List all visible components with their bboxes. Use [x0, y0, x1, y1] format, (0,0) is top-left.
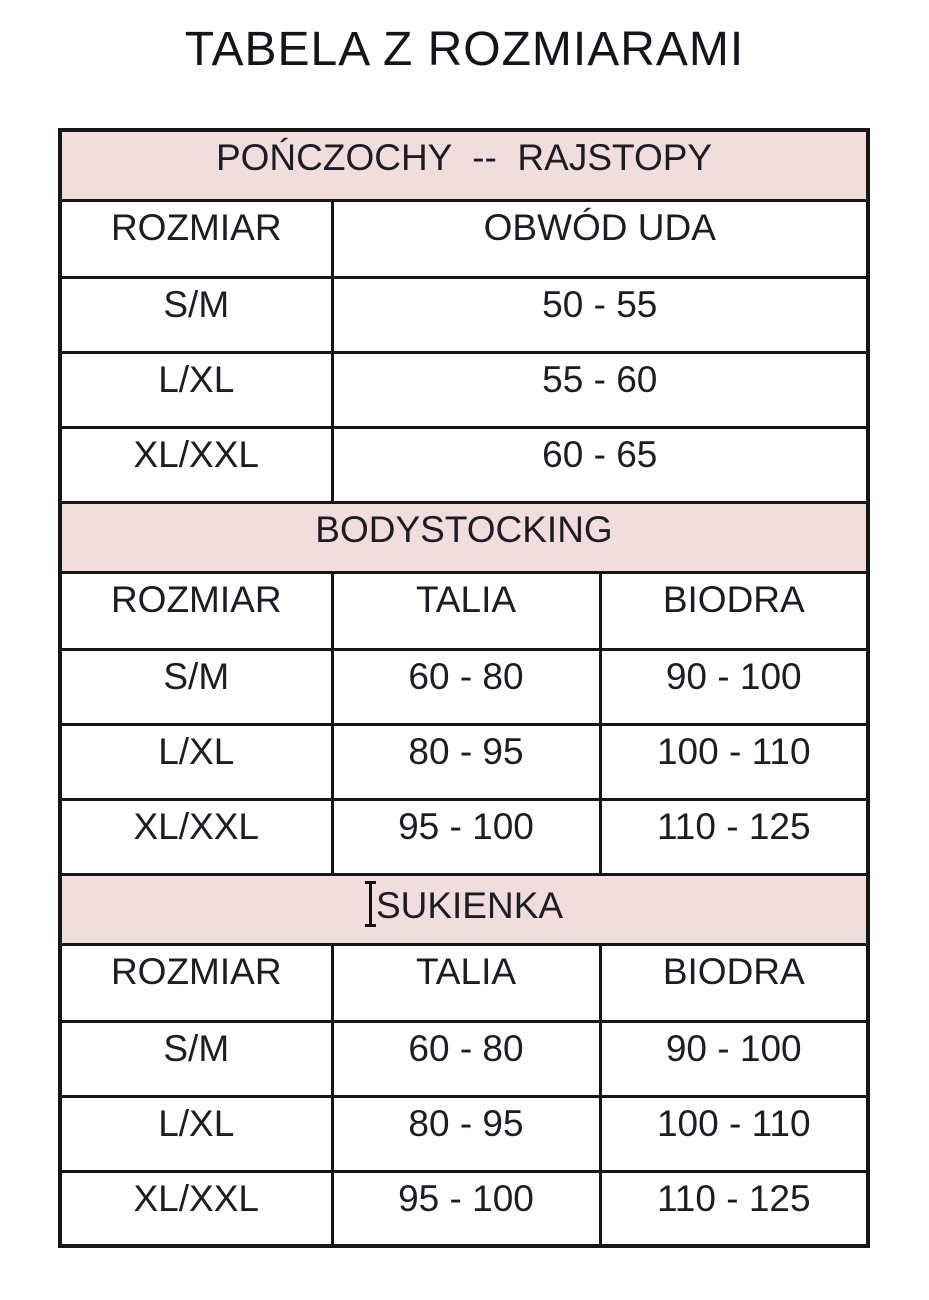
header-row	[60, 944, 868, 1021]
size-cell: XL/XXL	[60, 1171, 332, 1246]
column-header-obwod-uda: OBWÓD UDA	[332, 200, 868, 277]
section-band-sukienka	[60, 874, 868, 944]
value-cell: 60 - 65	[332, 427, 868, 502]
header-row	[60, 572, 868, 649]
column-header-rozmiar: ROZMIAR	[60, 200, 332, 277]
value-cell: 90 - 100	[600, 649, 868, 724]
value-cell: 55 - 60	[332, 352, 868, 427]
table-row	[60, 1096, 868, 1171]
value-cell: 80 - 95	[332, 1096, 600, 1171]
value-cell: 100 - 110	[600, 724, 868, 799]
section-band-ponczochy-rajstopy	[60, 130, 868, 200]
value-cell: 95 - 100	[332, 1171, 600, 1246]
value-cell: 110 - 125	[600, 799, 868, 874]
column-header-talia: TALIA	[332, 572, 600, 649]
table-row	[60, 724, 868, 799]
table-row	[60, 1021, 868, 1096]
size-cell: S/M	[60, 277, 332, 352]
value-cell: 110 - 125	[600, 1171, 868, 1246]
section-title-ponczochy-rajstopy: POŃCZOCHY -- RAJSTOPY	[215, 137, 713, 178]
section-band-bodystocking	[60, 502, 868, 572]
section-band-row-bodystocking	[60, 502, 868, 572]
size-cell: XL/XXL	[60, 799, 332, 874]
value-cell: 50 - 55	[332, 277, 868, 352]
column-header-biodra: BIODRA	[600, 572, 868, 649]
value-cell: 60 - 80	[332, 649, 600, 724]
value-cell: 80 - 95	[332, 724, 600, 799]
size-table	[58, 128, 870, 1248]
table-row	[60, 1171, 868, 1246]
table-row	[60, 427, 868, 502]
size-cell: S/M	[60, 1021, 332, 1096]
value-cell: 60 - 80	[332, 1021, 600, 1096]
size-cell: L/XL	[60, 352, 332, 427]
section-band-row-sukienka	[60, 874, 868, 944]
size-cell: XL/XXL	[60, 427, 332, 502]
section-title-sukienka: SUKIENKA	[375, 884, 564, 926]
column-header-biodra: BIODRA	[600, 944, 868, 1021]
page-title: TABELA Z ROZMIARAMI	[184, 23, 745, 76]
value-cell: 100 - 110	[600, 1096, 868, 1171]
table-row	[60, 799, 868, 874]
text-cursor-icon	[365, 881, 376, 927]
header-row	[60, 200, 868, 277]
table-row	[60, 352, 868, 427]
column-header-talia: TALIA	[332, 944, 600, 1021]
column-header-rozmiar: ROZMIAR	[60, 944, 332, 1021]
size-cell: L/XL	[60, 1096, 332, 1171]
table-row	[60, 277, 868, 352]
column-header-rozmiar: ROZMIAR	[60, 572, 332, 649]
value-cell: 90 - 100	[600, 1021, 868, 1096]
size-cell: S/M	[60, 649, 332, 724]
value-cell: 95 - 100	[332, 799, 600, 874]
table-row	[60, 649, 868, 724]
section-band-row-ponczochy	[60, 130, 868, 200]
section-title-bodystocking: BODYSTOCKING	[315, 508, 613, 550]
size-cell: L/XL	[60, 724, 332, 799]
